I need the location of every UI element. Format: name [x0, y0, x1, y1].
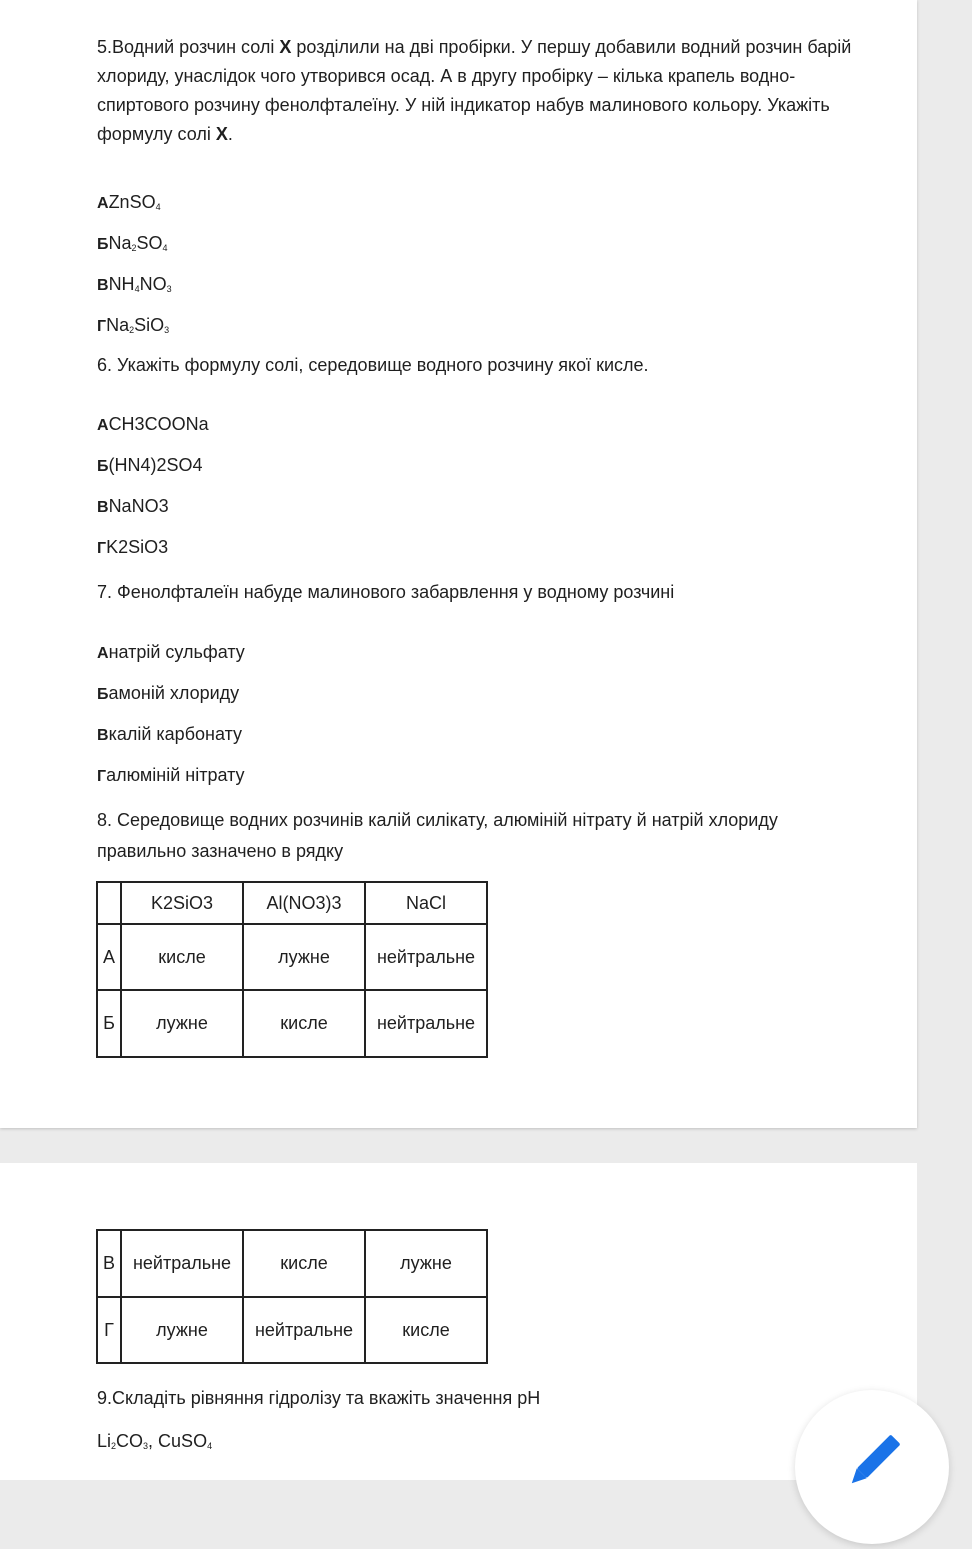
- q6-option-b: Б(HN4)2SO4: [97, 455, 203, 475]
- table-header-cell: Al(NO3)3: [243, 882, 365, 924]
- table-cell: лужне: [243, 924, 365, 990]
- row-letter: Г: [97, 1297, 121, 1363]
- table-cell: нейтральне: [243, 1297, 365, 1363]
- table-row: [97, 1297, 487, 1363]
- question-6-text: 6. Укажіть формулу солі, середовище водного розчину якої кисле.: [97, 355, 649, 375]
- question-5-text: 5.Водний розчин солі X розділили на дві пробірки. У першу добавили водний розчин барій хлориду, унаслідок чого утворився осад. А в другу пробірку – кілька крапель водно-спиртового розчину фенолфталеїну. У ній індикатор набув малинового кольору. Укажіть формулу солі X.: [97, 37, 852, 144]
- q6-option-c: ВNaNO3: [97, 496, 169, 516]
- q7-option-d: Галюміній нітрату: [97, 765, 245, 785]
- table-row: [97, 924, 487, 990]
- q5-option-b: $БNa_2SO_4$: [97, 233, 168, 253]
- row-letter: А: [97, 924, 121, 990]
- question-7-text: 7. Фенолфталеїн набуде малинового забарвлення у водному розчині: [97, 582, 675, 602]
- edit-button[interactable]: [795, 1390, 949, 1544]
- q7-option-b: Бамоній хлориду: [97, 683, 240, 703]
- q8-table-top: [96, 881, 488, 1058]
- table-cell: нейтральне: [365, 990, 487, 1057]
- table-header-row: [97, 882, 487, 924]
- document-page-2: [0, 1163, 917, 1480]
- pencil-icon: [795, 1390, 949, 1544]
- question-8-line-1: 8. Середовище водних розчинів калій силікату, алюміній нітрату й натрій хлориду: [97, 810, 778, 830]
- table-cell: кисле: [121, 924, 243, 990]
- table-row: [97, 990, 487, 1057]
- q9-formulas: $Li_2CO_3$, CuSO$_4$: [97, 1431, 213, 1451]
- table-cell: кисле: [243, 990, 365, 1057]
- row-letter: Б: [97, 990, 121, 1057]
- q7-option-c: Вкалій карбонату: [97, 724, 243, 744]
- q7-option-a: Анатрій сульфату: [97, 642, 245, 662]
- q5-option-c: $ВNH_4NO_3$: [97, 274, 172, 294]
- q5-option-d: ГNa$_2$SiO$_3$: [97, 315, 170, 335]
- table-cell: лужне: [121, 990, 243, 1057]
- question-9-text: 9.Складіть рівняння гідролізу та вкажіть значення pH: [97, 1388, 541, 1408]
- table-cell: кисле: [243, 1230, 365, 1297]
- table-cell: лужне: [121, 1297, 243, 1363]
- q8-table-bottom: [96, 1229, 488, 1364]
- row-letter: В: [97, 1230, 121, 1297]
- q6-option-d: ГK2SiO3: [97, 537, 169, 557]
- question-8-line-2: правильно зазначено в рядку: [97, 841, 344, 861]
- table-cell: нейтральне: [365, 924, 487, 990]
- q5-option-a: АZnSO$_4$: [97, 192, 161, 212]
- table-header-cell: K2SiO3: [121, 882, 243, 924]
- table-cell: кисле: [365, 1297, 487, 1363]
- table-corner-cell: [97, 882, 121, 924]
- table-row: [97, 1230, 487, 1297]
- q6-option-a: АCH3COONa: [97, 414, 209, 434]
- table-header-cell: NaCl: [365, 882, 487, 924]
- table-cell: лужне: [365, 1230, 487, 1297]
- table-cell: нейтральне: [121, 1230, 243, 1297]
